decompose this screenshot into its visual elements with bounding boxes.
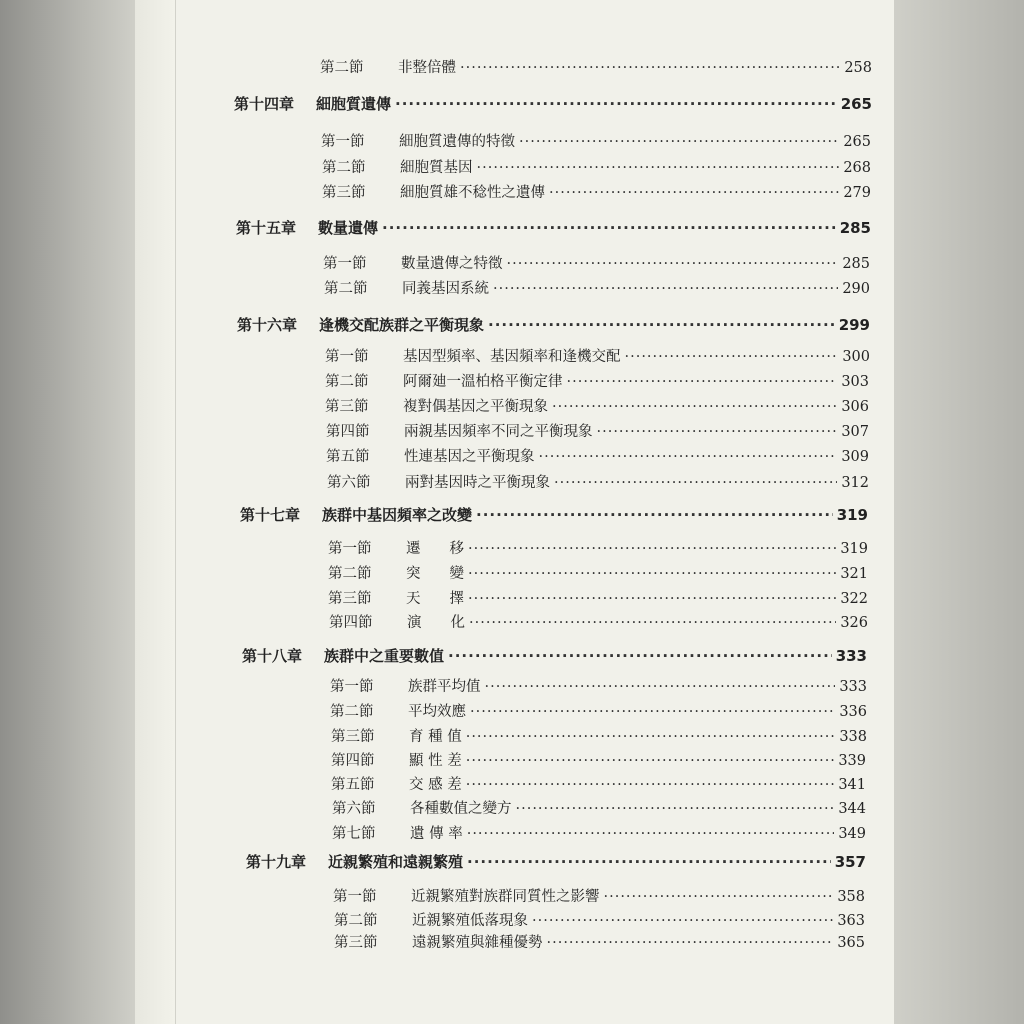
dot-leader	[382, 219, 836, 237]
section-entry	[322, 181, 871, 202]
dot-leader	[467, 853, 831, 871]
page-number: 357	[834, 853, 866, 871]
section-number: 第三節	[325, 399, 369, 415]
section-number: 第二節	[322, 160, 366, 176]
section-entry	[330, 700, 867, 721]
page-number: 300	[842, 349, 870, 365]
section-number: 第三節	[322, 185, 366, 201]
chapter-title: 數量遺傳	[318, 219, 379, 237]
section-entry	[331, 749, 866, 770]
dot-leader	[460, 60, 840, 76]
section-title: 交 感 差	[409, 777, 462, 793]
page-number: 258	[844, 60, 872, 76]
page-number: 299	[838, 316, 870, 334]
dot-leader	[466, 729, 836, 745]
section-number: 第六節	[327, 475, 371, 491]
section-entry	[322, 156, 871, 177]
dot-leader	[467, 826, 835, 842]
section-number: 第五節	[331, 777, 375, 793]
dot-leader	[532, 913, 833, 929]
page-number: 363	[837, 913, 865, 929]
section-title: 非整倍體	[398, 60, 456, 76]
section-title: 兩親基因頻率不同之平衡現象	[404, 424, 593, 440]
chapter-number: 第十七章	[240, 506, 301, 524]
page-number: 268	[843, 160, 871, 176]
section-number: 第一節	[333, 889, 377, 905]
dot-leader	[516, 801, 835, 817]
section-number: 第一節	[325, 349, 369, 365]
section-number: 第四節	[329, 615, 373, 631]
section-title: 遠親繁殖與雜種優勢	[412, 935, 543, 951]
chapter-title: 族群中之重要數值	[324, 647, 445, 665]
page-number: 344	[838, 801, 866, 817]
section-entry	[320, 56, 872, 77]
chapter-entry	[240, 504, 868, 525]
page-number: 285	[839, 219, 871, 237]
section-entry	[323, 252, 870, 273]
page-number: 290	[842, 281, 870, 297]
section-number: 第二節	[330, 704, 374, 720]
section-number: 第二節	[334, 913, 378, 929]
dot-leader	[395, 95, 837, 113]
section-entry	[325, 395, 869, 416]
section-title: 演 化	[407, 615, 465, 631]
section-title: 細胞質遺傳的特徵	[399, 134, 515, 150]
page-number: 322	[840, 591, 868, 607]
dot-leader	[539, 449, 838, 465]
page-number: 349	[838, 826, 866, 842]
dot-leader	[485, 679, 836, 695]
section-entry	[324, 277, 870, 298]
section-entry	[331, 773, 866, 794]
chapter-title: 細胞質遺傳	[316, 95, 392, 113]
section-title: 族群平均值	[408, 679, 481, 695]
page-number: 326	[840, 615, 868, 631]
dot-leader	[488, 316, 835, 334]
dot-leader	[476, 506, 833, 524]
chapter-number: 第十四章	[234, 95, 295, 113]
section-entry	[325, 345, 870, 366]
page-number: 285	[842, 256, 870, 272]
dot-leader	[552, 399, 837, 415]
section-title: 顯 性 差	[409, 753, 462, 769]
chapter-entry	[234, 93, 872, 114]
page-number: 265	[840, 95, 872, 113]
section-number: 第三節	[334, 935, 378, 951]
dot-leader	[507, 256, 839, 272]
dot-leader	[567, 374, 838, 390]
section-title: 近親繁殖低落現象	[412, 913, 528, 929]
page-number: 336	[839, 704, 867, 720]
page-number: 358	[837, 889, 865, 905]
dot-leader	[519, 134, 839, 150]
dot-leader	[448, 647, 832, 665]
section-entry	[325, 370, 869, 391]
section-entry	[330, 675, 867, 696]
section-entry	[334, 931, 865, 952]
section-title: 細胞質基因	[400, 160, 473, 176]
section-title: 數量遺傳之特徵	[401, 256, 503, 272]
page-number: 312	[841, 475, 869, 491]
section-number: 第五節	[326, 449, 370, 465]
page-number: 333	[835, 647, 867, 665]
chapter-entry	[246, 851, 866, 872]
page-number: 309	[841, 449, 869, 465]
section-title: 育 種 值	[409, 729, 462, 745]
chapter-title: 族群中基因頻率之改變	[322, 506, 473, 524]
dot-leader	[468, 566, 836, 582]
section-number: 第二節	[328, 566, 372, 582]
section-number: 第二節	[325, 374, 369, 390]
page-number: 339	[838, 753, 866, 769]
chapter-entry	[236, 217, 871, 238]
section-title: 平均效應	[408, 704, 466, 720]
page-number: 303	[841, 374, 869, 390]
dot-leader	[549, 185, 839, 201]
page-number: 341	[838, 777, 866, 793]
chapter-number: 第十八章	[242, 647, 303, 665]
dot-leader	[469, 615, 836, 631]
section-number: 第七節	[332, 826, 376, 842]
dot-leader	[477, 160, 840, 176]
section-entry	[326, 420, 869, 441]
section-title: 各種數值之變方	[410, 801, 512, 817]
section-entry	[327, 471, 869, 492]
dot-leader	[554, 475, 837, 491]
section-number: 第三節	[331, 729, 375, 745]
section-entry	[328, 562, 868, 583]
section-title: 兩對基因時之平衡現象	[405, 475, 550, 491]
section-number: 第二節	[320, 60, 364, 76]
section-title: 細胞質雄不稔性之遺傳	[400, 185, 545, 201]
page-number: 279	[843, 185, 871, 201]
section-title: 遺 傳 率	[410, 826, 463, 842]
section-entry	[328, 537, 868, 558]
section-number: 第四節	[326, 424, 370, 440]
section-entry	[332, 822, 866, 843]
chapter-entry	[237, 314, 870, 335]
section-title: 複對偶基因之平衡現象	[403, 399, 548, 415]
dot-leader	[470, 704, 835, 720]
dot-leader	[468, 591, 836, 607]
page-number: 265	[843, 134, 871, 150]
chapter-title: 逢機交配族群之平衡現象	[319, 316, 485, 334]
section-entry	[332, 797, 866, 818]
section-number: 第一節	[330, 679, 374, 695]
section-entry	[331, 725, 867, 746]
page-number: 333	[839, 679, 867, 695]
section-number: 第三節	[328, 591, 372, 607]
section-entry	[334, 909, 865, 930]
facing-page-edge	[0, 0, 135, 1024]
section-title: 突 變	[406, 566, 464, 582]
section-title: 同義基因系統	[402, 281, 489, 297]
dot-leader	[466, 753, 835, 769]
section-title: 基因型頻率、基因頻率和逢機交配	[403, 349, 621, 365]
section-entry	[328, 587, 868, 608]
chapter-number: 第十六章	[237, 316, 298, 334]
chapter-entry	[242, 645, 867, 666]
chapter-number: 第十五章	[236, 219, 297, 237]
section-number: 第一節	[323, 256, 367, 272]
section-entry	[329, 611, 868, 632]
section-entry	[333, 885, 865, 906]
section-number: 第四節	[331, 753, 375, 769]
section-number: 第一節	[328, 541, 372, 557]
dot-leader	[466, 777, 835, 793]
section-entry	[326, 445, 869, 466]
page-number: 338	[839, 729, 867, 745]
page-number: 321	[840, 566, 868, 582]
book-gutter	[135, 0, 176, 1024]
page-number: 307	[841, 424, 869, 440]
page-number: 319	[840, 541, 868, 557]
right-background	[894, 0, 1024, 1024]
section-number: 第六節	[332, 801, 376, 817]
section-title: 天 擇	[406, 591, 464, 607]
dot-leader	[604, 889, 834, 905]
dot-leader	[468, 541, 836, 557]
section-entry	[321, 130, 871, 151]
page-number: 319	[836, 506, 868, 524]
page-number: 365	[837, 935, 865, 951]
page-number: 306	[841, 399, 869, 415]
chapter-number: 第十九章	[246, 853, 307, 871]
dot-leader	[597, 424, 838, 440]
dot-leader	[547, 935, 834, 951]
section-title: 遷 移	[406, 541, 464, 557]
section-number: 第二節	[324, 281, 368, 297]
section-number: 第一節	[321, 134, 365, 150]
dot-leader	[493, 281, 838, 297]
dot-leader	[625, 349, 839, 365]
section-title: 性連基因之平衡現象	[404, 449, 535, 465]
section-title: 阿爾廸一溫柏格平衡定律	[403, 374, 563, 390]
chapter-title: 近親繁殖和遠親繁殖	[328, 853, 464, 871]
section-title: 近親繁殖對族群同質性之影響	[411, 889, 600, 905]
